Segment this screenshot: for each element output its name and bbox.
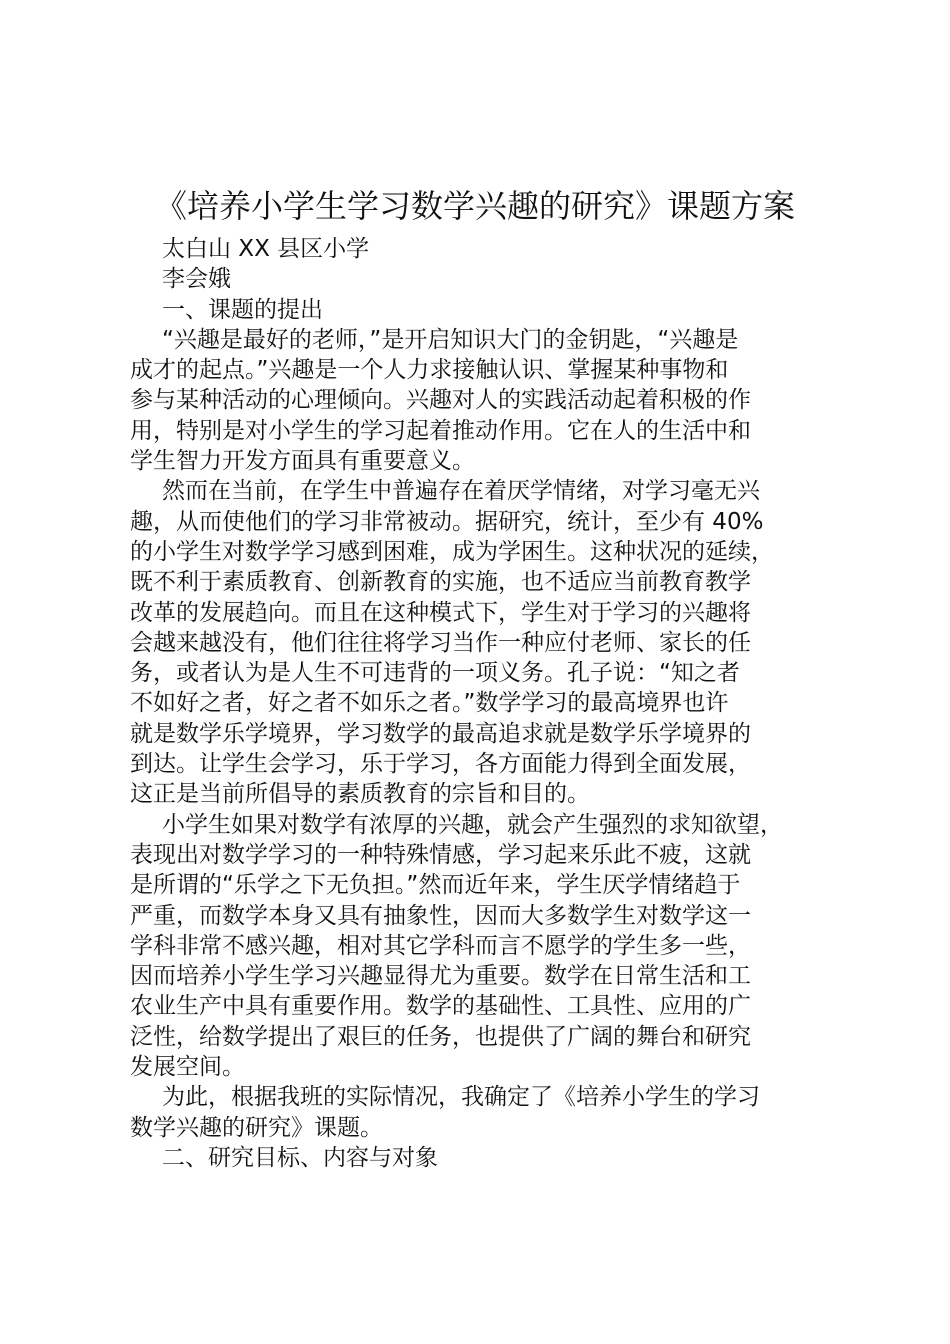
paragraph-line: 为此，根据我班的实际情况，我确定了《培养小学生的学习 <box>162 1084 760 1111</box>
paragraph-line: 农业生产中具有重要作用。数学的基础性、工具性、应用的广 <box>130 993 751 1020</box>
paragraph-line: 因而培养小学生学习兴趣显得尤为重要。数学在日常生活和工 <box>130 963 751 990</box>
document-title: 《培养小学生学习数学兴趣的研究》课题方案 <box>154 187 795 225</box>
paragraph-line: 发展空间。 <box>130 1054 245 1081</box>
paragraph-line: 小学生如果对数学有浓厚的兴趣，就会产生强烈的求知欲望， <box>162 811 783 838</box>
paragraph-line: 就是数学乐学境界，学习数学的最高追求就是数学乐学境界的 <box>130 720 751 747</box>
paragraph-line: 泛性，给数学提出了艰巨的任务，也提供了广阔的舞台和研究 <box>130 1023 751 1050</box>
paragraph-line: 会越来越没有，他们往往将学习当作一种应付老师、家长的任 <box>130 629 751 656</box>
section-heading-1: 一、课题的提出 <box>162 296 323 323</box>
paragraph-line: 不如好之者，好之者不如乐之者。”数学学习的最高境界也许 <box>130 690 729 717</box>
paragraph-line: 是所谓的“乐学之下无负担。”然而近年来，学生厌学情绪趋于 <box>130 872 741 899</box>
paragraph-line: 这正是当前所倡导的素质教育的宗旨和目的。 <box>130 781 590 808</box>
paragraph-line: 务，或者认为是人生不可违背的一项义务。孔子说：“知之者 <box>130 660 740 687</box>
author-name: 李会娥 <box>162 266 231 293</box>
document-body <box>130 234 830 1173</box>
paragraph-line: 的小学生对数学学习感到困难，成为学困生。这种状况的延续， <box>130 538 774 565</box>
paragraph-line: 改革的发展趋向。而且在这种模式下，学生对于学习的兴趣将 <box>130 599 751 626</box>
paragraph-line: 数学兴趣的研究》课题。 <box>130 1114 383 1141</box>
paragraph-line: 成才的起点。”兴趣是一个人力求接触认识、掌握某种事物和 <box>130 357 729 384</box>
school-name: 太白山 XX 县区小学 <box>162 236 370 262</box>
paragraph-line: 既不利于素质教育、创新教育的实施，也不适应当前教育教学 <box>130 569 751 596</box>
paragraph-line: 到达。让学生会学习，乐于学习，各方面能力得到全面发展， <box>130 751 751 778</box>
section-heading-2: 二、研究目标、内容与对象 <box>162 1144 438 1171</box>
paragraph-line: 严重，而数学本身又具有抽象性，因而大多数学生对数学这一 <box>130 902 751 929</box>
paragraph-line: 然而在当前，在学生中普遍存在着厌学情绪，对学习毫无兴 <box>162 478 760 505</box>
paragraph-line: 表现出对数学学习的一种特殊情感，学习起来乐此不疲，这就 <box>130 841 751 868</box>
paragraph-line: 参与某种活动的心理倾向。兴趣对人的实践活动起着积极的作 <box>130 387 751 414</box>
paragraph-line: 学科非常不感兴趣，相对其它学科而言不愿学的学生多一些， <box>130 932 751 959</box>
paragraph-line: 用，特别是对小学生的学习起着推动作用。它在人的生活中和 <box>130 417 751 444</box>
paragraph-line: 学生智力开发方面具有重要意义。 <box>130 448 475 475</box>
paragraph-line: 趣，从而使他们的学习非常被动。据研究，统计，至少有 40% <box>130 508 764 535</box>
paragraph-line: “兴趣是最好的老师，”是开启知识大门的金钥匙，“兴趣是 <box>162 326 739 353</box>
